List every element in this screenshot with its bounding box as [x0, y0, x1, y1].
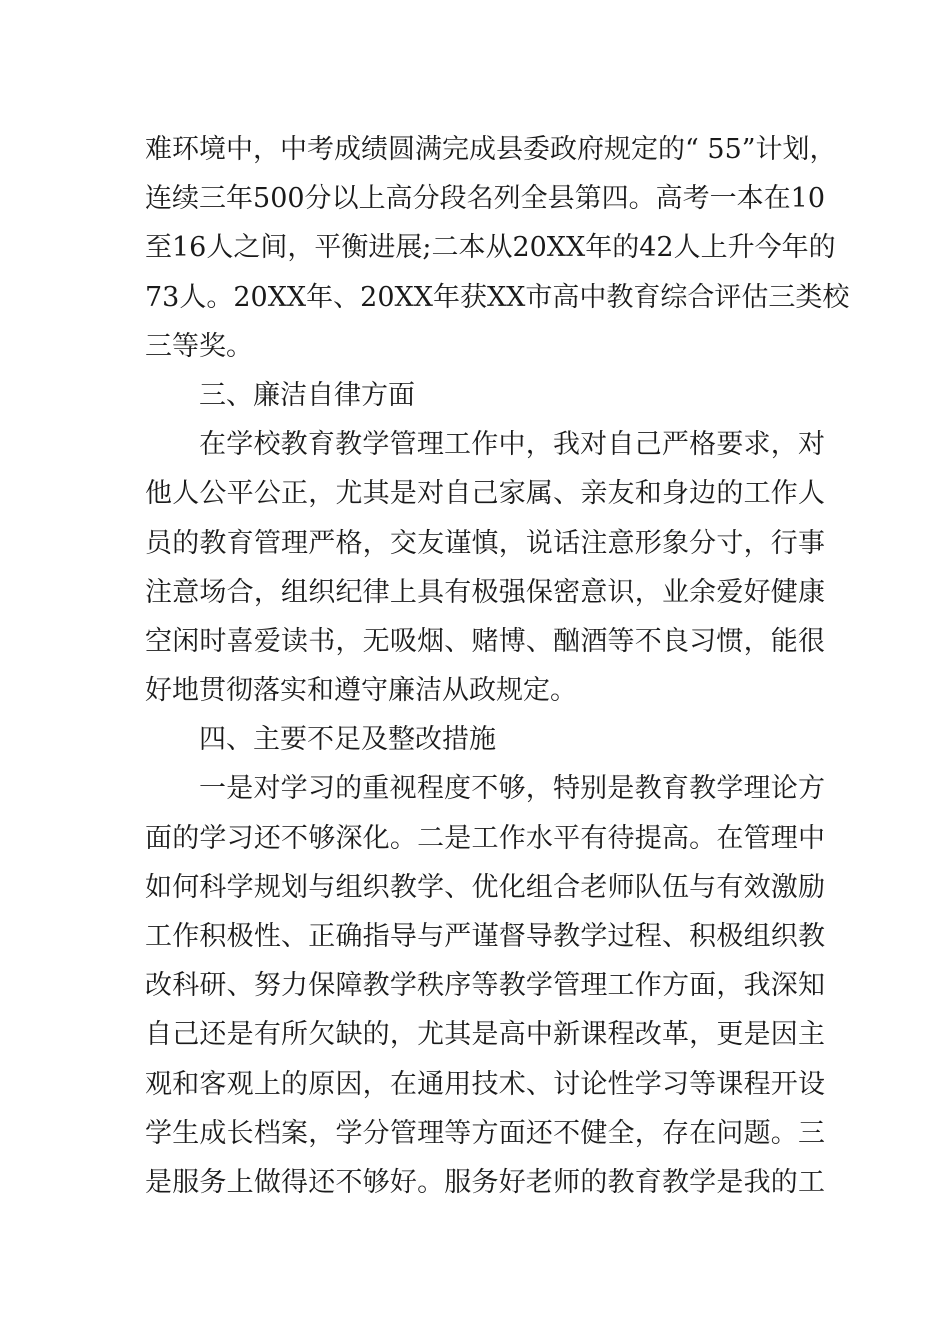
- text-line: 员的教育管理严格，交友谨慎，说话注意形象分寸，行事: [145, 527, 825, 559]
- text-line: 73人。20XX年、20XX年获XX市高中教育综合评估三类校: [145, 281, 850, 313]
- section-heading: 三、廉洁自律方面: [199, 379, 415, 411]
- document-body: [145, 125, 850, 1207]
- text-line: 改科研、努力保障教学秩序等教学管理工作方面，我深知: [145, 970, 825, 1002]
- text-line: 学生成长档案，学分管理等方面还不健全，存在问题。三: [145, 1117, 825, 1149]
- text-line: 自己还是有所欠缺的，尤其是高中新课程改革，更是因主: [145, 1019, 825, 1051]
- text-line: 工作积极性、正确指导与严谨督导教学过程、积极组织教: [145, 921, 825, 952]
- text-line: 面的学习还不够深化。二是工作水平有待提高。在管理中: [145, 822, 825, 854]
- text-line: 三等奖。: [145, 330, 253, 362]
- text-line: 好地贯彻落实和遵守廉洁从政规定。: [145, 675, 577, 707]
- text-line: 空闲时喜爱读书，无吸烟、赌博、酗酒等不良习惯，能很: [145, 625, 825, 657]
- text-line: 至16人之间，平衡进展;二本从20XX年的42人上升今年的: [145, 232, 836, 264]
- text-line: 连续三年500分以上高分段名列全县第四。高考一本在10: [145, 183, 825, 215]
- text-line: 如何科学规划与组织教学、优化组合老师队伍与有效激励: [145, 871, 825, 903]
- text-line: 观和客观上的原因，在通用技术、讨论性学习等课程开设: [145, 1068, 825, 1100]
- section-heading: 四、主要不足及整改措施: [199, 724, 496, 756]
- text-line: 注意场合，组织纪律上具有极强保密意识，业余爱好健康: [145, 576, 825, 608]
- text-line: 一是对学习的重视程度不够，特别是教育教学理论方: [199, 773, 825, 805]
- text-line: 他人公平公正，尤其是对自己家属、亲友和身边的工作人: [145, 478, 825, 510]
- text-line: 在学校教育教学管理工作中，我对自己严格要求，对: [199, 429, 825, 461]
- text-line: 是服务上做得还不够好。服务好老师的教育教学是我的工: [145, 1166, 825, 1198]
- text-line: 难环境中，中考成绩圆满完成县委政府规定的“ 55”计划，: [145, 134, 837, 165]
